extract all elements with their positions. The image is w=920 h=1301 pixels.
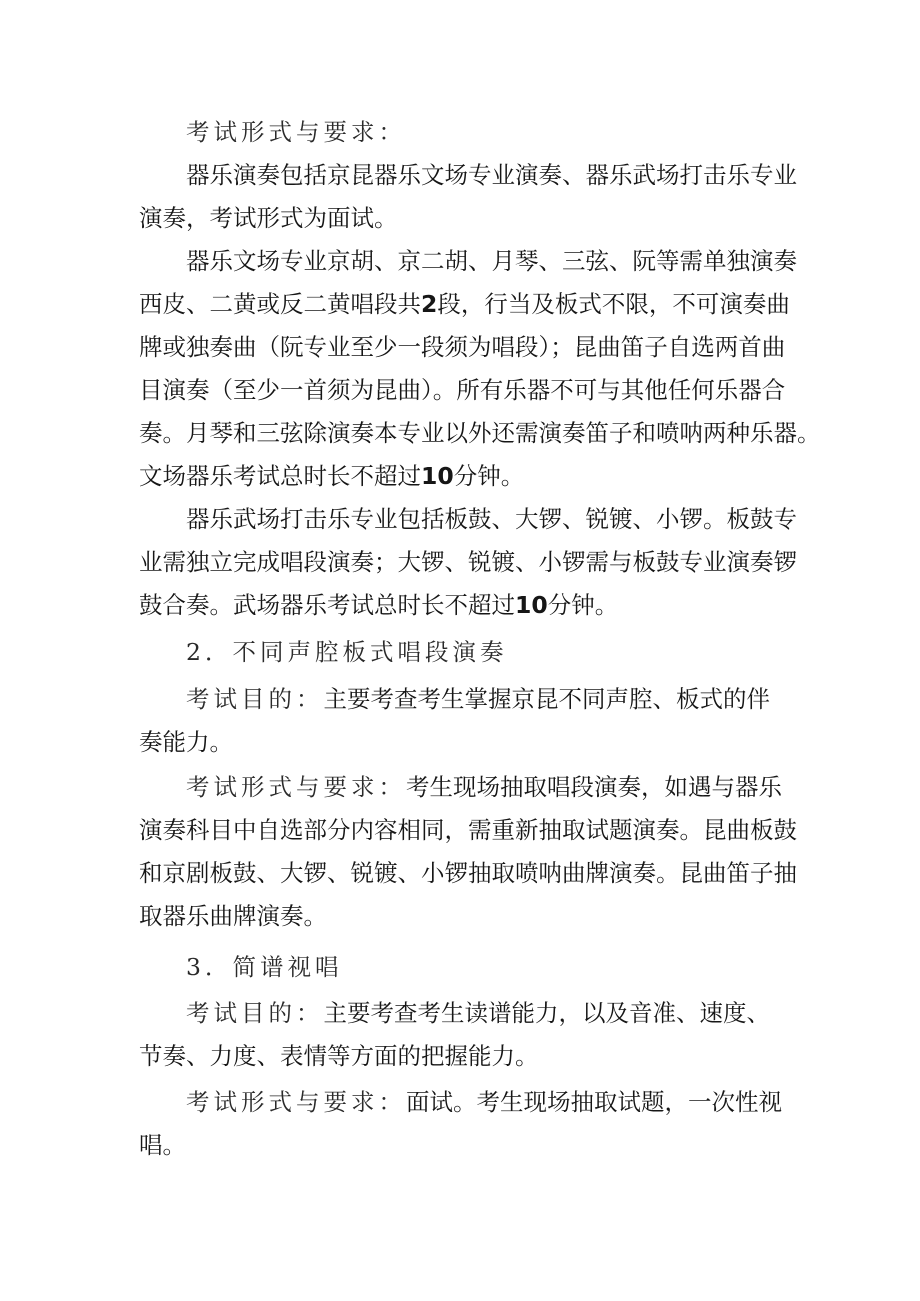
section2-form-text: 考生现场抽取唱段演奏，如遇与器乐 <box>406 773 782 801</box>
para-wuchang-line3-number: 10 <box>515 591 548 619</box>
para-wenchang-line4: 目演奏（至少一首须为昆曲）。所有乐器不可与其他任何乐器合 <box>139 376 786 404</box>
section2-form-line3: 和京剧板鼓、大锣、锐镀、小锣抽取喷呐曲牌演奏。昆曲笛子抽 <box>139 859 797 887</box>
section3-purpose-label: 考试目的： <box>186 999 324 1027</box>
para-wuchang-line3-text-a: 鼓合奏。武场器乐考试总时长不超过 <box>139 591 515 619</box>
section2-purpose-label: 考试目的： <box>186 685 324 713</box>
section2-purpose-line1 <box>186 684 770 714</box>
para-wuchang-line1: 器乐武场打击乐专业包括板鼓、大锣、锐镀、小锣。板鼓专 <box>186 505 797 533</box>
para-wenchang-line5: 奏。月琴和三弦除演奏本专业以外还需演奏笛子和喷呐两种乐器。 <box>139 419 821 447</box>
section2-heading: 2．不同声腔板式唱段演奏 <box>186 638 508 666</box>
para-wuchang-line3-text-c: 分钟。 <box>547 591 619 619</box>
para-wenchang-line6 <box>139 461 524 491</box>
para-wenchang-line1: 器乐文场专业京胡、京二胡、月琴、三弦、阮等需单独演奏 <box>186 247 797 275</box>
para-wenchang-line6-text-c: 分钟。 <box>453 462 525 490</box>
para-wuchang-line3 <box>139 590 618 620</box>
section2-form-line2: 演奏科目中自选部分内容相同，需重新抽取试题演奏。昆曲板鼓 <box>139 816 797 844</box>
section2-form-line1 <box>186 772 782 802</box>
para-instrument-line2: 演奏，考试形式为面试。 <box>139 204 398 232</box>
section2-purpose-line2: 奏能力。 <box>139 728 233 756</box>
section1-form-label: 考试形式与要求： <box>186 118 406 146</box>
section3-form-line2: 唱。 <box>139 1131 186 1159</box>
section3-purpose-line1 <box>186 998 770 1028</box>
section3-purpose-line2: 节奏、力度、表情等方面的把握能力。 <box>139 1042 539 1070</box>
section3-heading: 3．简谱视唱 <box>186 953 343 981</box>
section3-purpose-text: 主要考查考生读谱能力，以及音准、速度、 <box>323 999 770 1027</box>
para-wenchang-line2-number: 2 <box>421 290 438 318</box>
section3-form-line1 <box>186 1087 782 1117</box>
para-wenchang-line6-text-a: 文场器乐考试总时长不超过 <box>139 462 421 490</box>
section2-purpose-text: 主要考查考生掌握京昆不同声腔、板式的伴 <box>323 685 770 713</box>
section2-form-label: 考试形式与要求： <box>186 773 406 801</box>
para-wenchang-line2-text-a: 西皮、二黄或反二黄唱段共 <box>139 290 421 318</box>
para-wuchang-line2: 业需独立完成唱段演奏；大锣、锐镀、小锣需与板鼓专业演奏锣 <box>139 548 797 576</box>
section3-form-text: 面试。考生现场抽取试题，一次性视 <box>406 1088 782 1116</box>
para-wenchang-line3: 牌或独奏曲（阮专业至少一段须为唱段）；昆曲笛子自选两首曲 <box>139 333 786 361</box>
section3-form-label: 考试形式与要求： <box>186 1088 406 1116</box>
para-wenchang-line6-number: 10 <box>421 462 454 490</box>
para-wenchang-line2-text-c: 段，行当及板式不限，不可演奏曲 <box>437 290 790 318</box>
section2-form-line4: 取器乐曲牌演奏。 <box>139 902 327 930</box>
para-instrument-line1: 器乐演奏包括京昆器乐文场专业演奏、器乐武场打击乐专业 <box>186 161 797 189</box>
para-wenchang-line2 <box>139 289 790 319</box>
